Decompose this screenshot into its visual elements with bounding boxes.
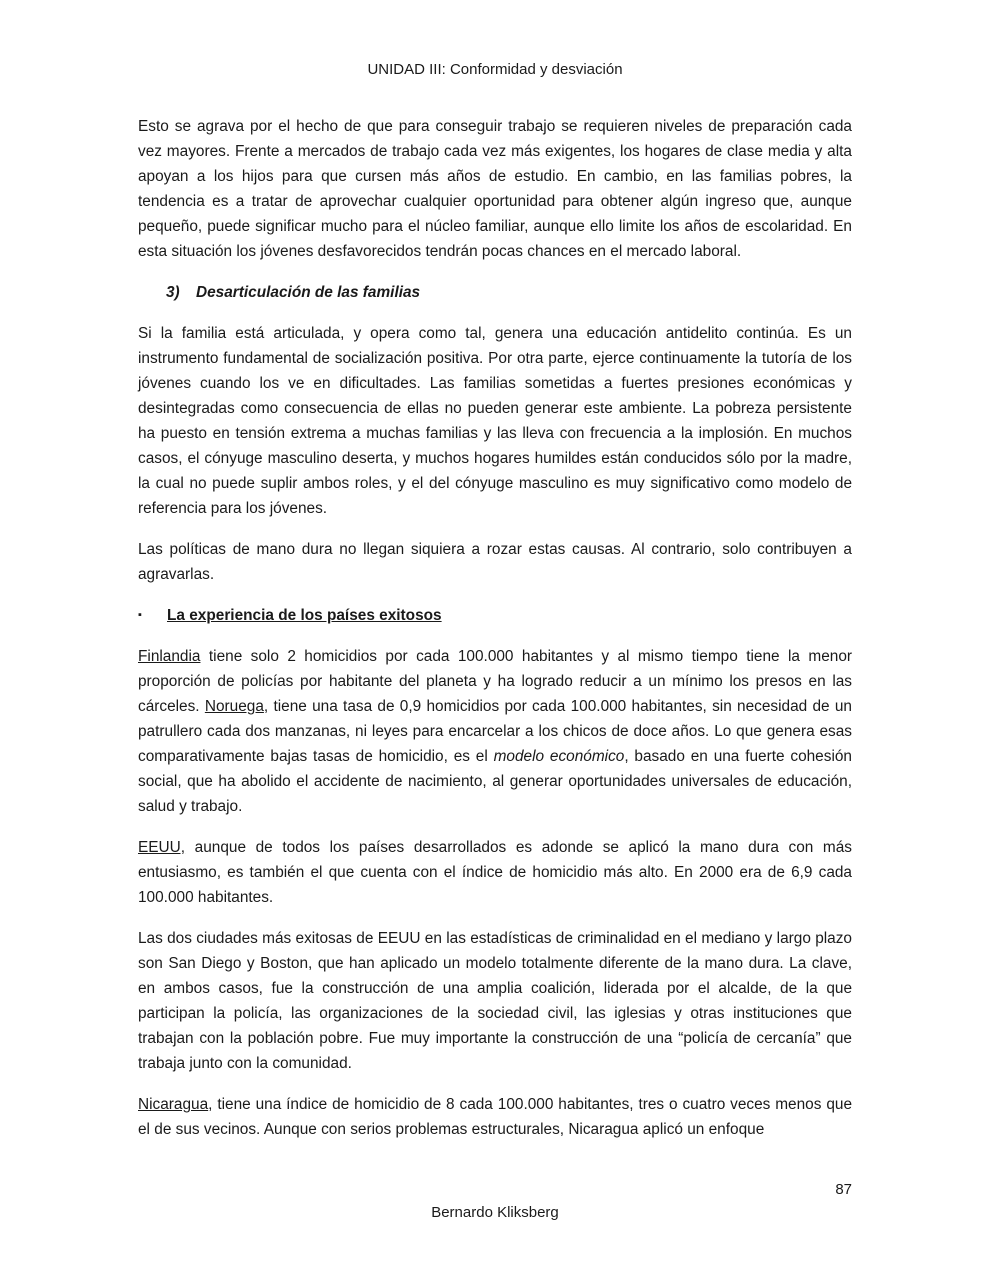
emphasis-modelo-economico: modelo económico <box>493 748 625 765</box>
page-number: 87 <box>835 1181 852 1198</box>
bullet-heading-text: La experiencia de los países exitosos <box>167 607 442 624</box>
country-eeuu: EEUU, <box>138 839 186 856</box>
paragraph-schooling: Esto se agrava por el hecho de que para conseguir trabajo se requieren niveles de preparación cada vez mayores. Frente a mercados de trabajo cada vez más exigentes, los hogares de clase media y alta apoyan a los hijos para que cursen más años de estudio. En cambio, en las familias pobres, la tendencia es a tratar de aprovechar cualquier oportunidad para obtener algún ingreso que, aunque pequeño, puede significar mucho para el núcleo familiar, aunque ello limite los años de escolaridad. En esta situación los jóvenes desfavorecidos tendrán pocas chances en el mercado laboral. <box>138 118 852 260</box>
document-body <box>138 114 852 1158</box>
square-bullet-icon: ▪ <box>138 609 142 621</box>
running-header: UNIDAD III: Conformidad y desviación <box>367 61 623 78</box>
text-span: , tiene una índice de homicidio de 8 cada 100.000 habitantes, tres o cuatro veces menos que el de sus vecinos. Aunque con serios problemas estructurales, Nicaragua aplicó un enfoque <box>138 1096 852 1138</box>
country-finlandia: Finlandia <box>138 648 201 665</box>
bullet-heading <box>138 603 852 628</box>
text-span: tiene solo 2 homicidios por cada 100.000 habitantes y al mismo tiempo tiene la menor proporción de policías por habitante del planeta y ha logrado reducir a un mínimo los presos en las cárceles. <box>138 648 852 715</box>
section-number: 3) <box>166 284 180 301</box>
paragraph-eeuu <box>138 835 852 910</box>
country-nicaragua: Nicaragua <box>138 1096 209 1113</box>
section-heading-3 <box>166 280 852 305</box>
country-noruega: Noruega <box>204 698 264 715</box>
text-span: , basado en una fuerte cohesión social, que ha abolido el accidente de nacimiento, al generar oportunidades universales de educación, salud y trabajo. <box>138 748 852 815</box>
footer-author: Bernardo Kliksberg <box>431 1204 559 1221</box>
text-span: , tiene una tasa de 0,9 homicidios por cada 100.000 habitantes, sin necesidad de un patrullero cada dos manzanas, ni leyes para encarcelar a los chicos de doce años. Lo que genera esas comparativamente bajas tasas de homicidio, es el <box>138 698 852 765</box>
paragraph-mano-dura: Las políticas de mano dura no llegan siquiera a rozar estas causas. Al contrario, solo contribuyen a agravarlas. <box>138 541 852 583</box>
paragraph-cities: Las dos ciudades más exitosas de EEUU en las estadísticas de criminalidad en el mediano y largo plazo son San Diego y Boston, que han aplicado un modelo totalmente diferente de la mano dura. La clave, en ambos casos, fue la construcción de una amplia coalición, liderada por el alcalde, de la que participan la policía, las organizaciones de la sociedad civil, las iglesias y otras instituciones que trabajan con la población pobre. Fue muy importante la construcción de una “policía de cercanía” que trabaja junto con la comunidad. <box>138 930 852 1072</box>
paragraph-nicaragua <box>138 1092 852 1142</box>
paragraph-family: Si la familia está articulada, y opera como tal, genera una educación antidelito continúa. Es un instrumento fundamental de socialización positiva. Por otra parte, ejerce continuamente la tutoría de los jóvenes cuando los ve en dificultades. Las familias sometidas a fuertes presiones económicas y desintegradas como consecuencia de ellas no pueden generar este ambiente. La pobreza persistente ha puesto en tensión extrema a muchas familias y las lleva con frecuencia a la implosión. En muchos casos, el cónyuge masculino deserta, y muchos hogares humildes están conducidos sólo por la madre, la cual no puede suplir ambos roles, y el del cónyuge masculino es muy significativo como modelo de referencia para los jóvenes. <box>138 325 852 517</box>
paragraph-finlandia <box>138 644 852 819</box>
section-title: Desarticulación de las familias <box>196 284 421 301</box>
text-span: aunque de todos los países desarrollados es adonde se aplicó la mano dura con más entusiasmo, es también el que cuenta con el índice de homicidio más alto. En 2000 era de 6,9 cada 100.000 habitantes. <box>138 839 852 906</box>
